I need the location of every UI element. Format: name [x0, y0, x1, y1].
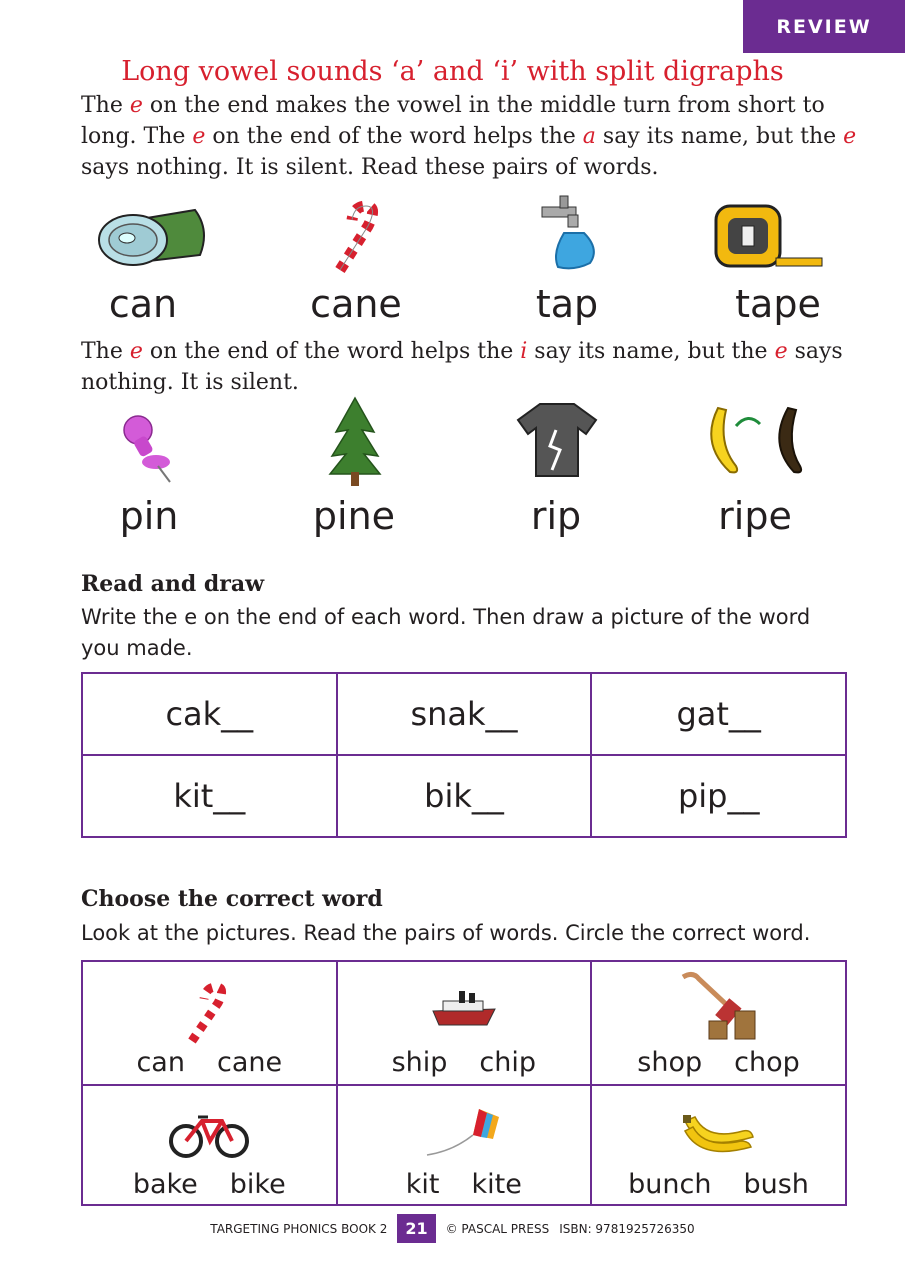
read-draw-table: [81, 672, 847, 838]
word-option[interactable]: bush: [743, 1169, 809, 1200]
tape-measure-icon: [712, 202, 824, 270]
word-option[interactable]: kite: [471, 1169, 522, 1200]
highlight-e: e: [192, 124, 206, 149]
read-draw-instruction: Write the e on the end of each word. Then draw a picture of the word you made.: [81, 605, 811, 660]
intro-text: The: [81, 93, 130, 118]
tap-icon: [538, 193, 604, 273]
choose-cell: [82, 961, 337, 1085]
word-tape: tape: [735, 282, 821, 326]
ripening-banana-icon: [700, 404, 810, 476]
choose-cell: [591, 961, 846, 1085]
word-cell[interactable]: cak__: [82, 673, 337, 755]
choose-table: [81, 960, 847, 1206]
intro-paragraph-i: [81, 336, 861, 398]
highlight-e: e: [129, 93, 143, 118]
intro-text: says nothing. It is silent. Read these pairs of words.: [81, 155, 659, 180]
footer-isbn: ISBN: 9781925726350: [559, 1221, 695, 1236]
word-ripe: ripe: [718, 494, 792, 538]
page-footer: [0, 1214, 905, 1243]
pine-tree-icon: [328, 396, 382, 488]
word-option[interactable]: bake: [132, 1169, 198, 1200]
choose-cell: [82, 1085, 337, 1205]
highlight-i: i: [520, 339, 528, 364]
word-cell[interactable]: snak__: [337, 673, 592, 755]
choose-instruction: Look at the pictures. Read the pairs of words. Circle the correct word.: [81, 921, 811, 945]
intro-paragraph-a: [81, 90, 861, 183]
page-title: Long vowel sounds ‘a’ and ‘i’ with split digraphs: [121, 56, 784, 87]
word-option[interactable]: ship: [391, 1047, 448, 1078]
word-pin: pin: [119, 494, 179, 538]
review-tab: REVIEW: [743, 0, 905, 53]
word-option[interactable]: can: [136, 1047, 185, 1078]
intro-text: says nothing. It is silent.: [81, 339, 843, 395]
choose-heading: Choose the correct word: [81, 886, 383, 912]
highlight-e: e: [774, 339, 788, 364]
word-cell[interactable]: pip__: [591, 755, 846, 837]
word-option[interactable]: chip: [479, 1047, 536, 1078]
bicycle-icon: [168, 1107, 250, 1159]
word-tap: tap: [535, 282, 599, 326]
intro-text: say its name, but the: [527, 339, 775, 364]
intro-text: say its name, but the: [595, 124, 844, 149]
word-cell[interactable]: gat__: [591, 673, 846, 755]
banana-bunch-icon: [679, 1107, 759, 1161]
ship-icon: [429, 981, 499, 1031]
chopping-wood-icon: [679, 971, 759, 1043]
highlight-a: a: [582, 124, 596, 149]
choose-cell: [591, 1085, 846, 1205]
intro-text: on the end of the word helps the: [142, 339, 521, 364]
word-option[interactable]: shop: [637, 1047, 703, 1078]
intro-text: on the end of the word helps the: [205, 124, 583, 149]
kite-icon: [423, 1107, 505, 1161]
candy-cane-icon: [182, 981, 236, 1045]
word-pine: pine: [312, 494, 396, 538]
word-cane: cane: [310, 282, 402, 326]
word-option[interactable]: bike: [229, 1169, 286, 1200]
choose-cell: [337, 961, 591, 1085]
word-option[interactable]: kit: [405, 1169, 440, 1200]
can-icon: [95, 200, 215, 272]
word-cell[interactable]: kit__: [82, 755, 337, 837]
word-cell[interactable]: bik__: [337, 755, 592, 837]
word-option[interactable]: chop: [734, 1047, 800, 1078]
push-pin-icon: [112, 410, 184, 486]
highlight-e: e: [129, 339, 143, 364]
footer-publisher: © PASCAL PRESS: [445, 1221, 550, 1236]
intro-text: The: [81, 339, 130, 364]
read-draw-heading: Read and draw: [81, 571, 265, 597]
candy-cane-icon: [328, 198, 392, 276]
word-option[interactable]: cane: [216, 1047, 283, 1078]
word-rip: rip: [530, 494, 582, 538]
ripped-shirt-icon: [516, 400, 598, 478]
choose-cell: [337, 1085, 591, 1205]
page-number: 21: [397, 1214, 435, 1243]
word-can: can: [108, 282, 178, 326]
footer-book-title: TARGETING PHONICS BOOK 2: [210, 1221, 388, 1236]
intro-text: on the end makes the vowel in the middle turn from short to long. The: [81, 93, 825, 149]
highlight-e: e: [843, 124, 857, 149]
word-option[interactable]: bunch: [628, 1169, 712, 1200]
